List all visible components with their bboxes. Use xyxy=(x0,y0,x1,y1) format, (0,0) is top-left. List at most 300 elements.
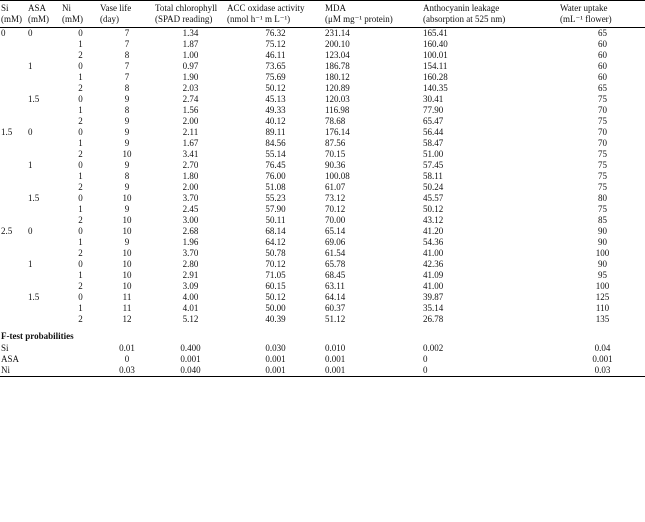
asa-cell xyxy=(27,215,61,226)
chlorophyll-cell: 1.87 xyxy=(182,39,199,49)
vase-life-cell: 9 xyxy=(124,138,130,148)
water-uptake-cell: 100 xyxy=(595,248,610,258)
header-row xyxy=(0,1,645,28)
ni-cell: 1 xyxy=(78,171,83,181)
anthocyanin-cell: 42.36 xyxy=(423,259,444,269)
chlorophyll-cell: 0.97 xyxy=(182,61,199,71)
header-label-line: (nmol h⁻¹ m L⁻¹) xyxy=(227,14,291,24)
vase-life-cell: 10 xyxy=(122,226,132,236)
anthocyanin-cell: 57.45 xyxy=(423,160,444,170)
acc-oxidase-cell: 57.90 xyxy=(265,204,286,214)
asa-cell xyxy=(27,116,61,127)
acc-oxidase-cell: 55.14 xyxy=(265,149,286,159)
si-cell xyxy=(0,72,27,83)
si-cell: 1.5 xyxy=(1,127,13,137)
si-cell xyxy=(0,259,27,270)
ni-cell: 2 xyxy=(78,182,83,192)
ftest-value: 0.001 xyxy=(226,365,324,377)
water-uptake-cell: 75 xyxy=(598,149,607,159)
header-label-line: Total chlorophyll xyxy=(155,3,218,13)
mda-cell: 70.15 xyxy=(325,149,346,159)
header-label-line: (SPAD reading) xyxy=(155,14,213,24)
acc-oxidase-cell: 76.32 xyxy=(265,28,286,38)
si-cell xyxy=(0,314,27,325)
vase-life-cell: 8 xyxy=(124,83,130,93)
ftest-value: 0.001 xyxy=(180,354,201,364)
header-label-line: (μM mg⁻¹ protein) xyxy=(325,14,393,24)
ftest-value xyxy=(61,343,99,354)
ni-cell: 2 xyxy=(78,314,83,324)
vase-life-cell: 10 xyxy=(122,215,132,225)
mda-cell: 65.78 xyxy=(325,259,346,269)
chlorophyll-cell: 2.74 xyxy=(182,94,199,104)
si-cell xyxy=(0,61,27,72)
si-cell xyxy=(0,248,27,259)
anthocyanin-cell: 58.47 xyxy=(423,138,444,148)
water-uptake-cell: 75 xyxy=(598,116,607,126)
table-row xyxy=(0,72,645,83)
mda-cell: 64.14 xyxy=(325,292,346,302)
acc-oxidase-cell: 68.14 xyxy=(265,226,286,236)
vase-life-cell: 10 xyxy=(122,248,132,258)
mda-cell: 123.04 xyxy=(325,50,350,60)
water-uptake-cell: 135 xyxy=(595,314,610,324)
ni-cell: 1 xyxy=(78,138,83,148)
chlorophyll-cell: 2.00 xyxy=(182,182,199,192)
si-cell xyxy=(0,160,27,171)
anthocyanin-cell: 35.14 xyxy=(423,303,444,313)
vase-life-cell: 8 xyxy=(124,105,130,115)
chlorophyll-cell: 1.90 xyxy=(182,72,199,82)
vase-life-cell: 11 xyxy=(122,303,132,313)
anthocyanin-cell: 54.36 xyxy=(423,237,444,247)
header-label-line: Water uptake xyxy=(560,3,608,13)
table-row xyxy=(0,292,645,303)
table-row xyxy=(0,105,645,116)
ni-cell: 0 xyxy=(78,127,83,137)
table-row xyxy=(0,270,645,281)
acc-oxidase-cell: 49.33 xyxy=(265,105,286,115)
vase-life-cell: 9 xyxy=(124,237,130,247)
header-total-chlorophyll xyxy=(154,1,226,28)
ftest-value xyxy=(61,365,99,377)
ni-cell: 0 xyxy=(78,292,83,302)
chlorophyll-cell: 5.12 xyxy=(182,314,199,324)
mda-cell: 87.56 xyxy=(325,138,346,148)
water-uptake-cell: 70 xyxy=(598,105,607,115)
acc-oxidase-cell: 55.23 xyxy=(265,193,286,203)
table-row xyxy=(0,314,645,325)
anthocyanin-cell: 154.11 xyxy=(423,61,448,71)
ftest-value: 0.04 xyxy=(594,343,611,353)
header-label-line: Anthocyanin leakage xyxy=(423,3,500,13)
water-uptake-cell: 60 xyxy=(598,50,607,60)
ftest-value: 0.001 xyxy=(324,365,422,377)
acc-oxidase-cell: 73.65 xyxy=(265,61,286,71)
anthocyanin-cell: 41.00 xyxy=(423,248,444,258)
table-row xyxy=(0,204,645,215)
mda-cell: 90.36 xyxy=(325,160,346,170)
ftest-value: 0 xyxy=(423,354,428,364)
table-body xyxy=(0,28,645,326)
anthocyanin-cell: 65.47 xyxy=(423,116,444,126)
acc-oxidase-cell: 40.12 xyxy=(265,116,286,126)
water-uptake-cell: 75 xyxy=(598,182,607,192)
vase-life-cell: 8 xyxy=(124,171,130,181)
water-uptake-cell: 65 xyxy=(598,28,607,38)
ni-cell: 2 xyxy=(78,83,83,93)
water-uptake-cell: 75 xyxy=(598,204,607,214)
table-row xyxy=(0,127,645,138)
water-uptake-cell: 95 xyxy=(598,270,607,280)
anthocyanin-cell: 41.09 xyxy=(423,270,444,280)
water-uptake-cell: 90 xyxy=(598,226,607,236)
vase-life-cell: 9 xyxy=(124,127,130,137)
table-row xyxy=(0,94,645,105)
acc-oxidase-cell: 45.13 xyxy=(265,94,286,104)
acc-oxidase-cell: 76.00 xyxy=(265,171,286,181)
si-cell xyxy=(0,270,27,281)
acc-oxidase-cell: 60.15 xyxy=(265,281,286,291)
si-cell xyxy=(0,237,27,248)
table-row xyxy=(0,50,645,61)
chlorophyll-cell: 2.00 xyxy=(182,116,199,126)
chlorophyll-cell: 2.91 xyxy=(182,270,199,280)
table-row xyxy=(0,138,645,149)
ni-cell: 0 xyxy=(78,160,83,170)
ftest-value: 0.040 xyxy=(154,365,226,377)
chlorophyll-cell: 3.70 xyxy=(182,248,199,258)
header-label-line: Vase life xyxy=(100,3,132,13)
ftest-title: F-test probabilities xyxy=(1,331,74,341)
asa-cell: 0 xyxy=(28,127,33,137)
si-cell xyxy=(0,182,27,193)
chlorophyll-cell: 2.68 xyxy=(182,226,199,236)
water-uptake-cell: 65 xyxy=(598,83,607,93)
ftest-value: 0.03 xyxy=(559,365,645,377)
ftest-title-row xyxy=(0,330,645,343)
anthocyanin-cell: 100.01 xyxy=(423,50,448,60)
header-acc-oxidase xyxy=(226,1,324,28)
si-cell xyxy=(0,215,27,226)
water-uptake-cell: 90 xyxy=(598,237,607,247)
mda-cell: 78.68 xyxy=(325,116,346,126)
chlorophyll-cell: 1.96 xyxy=(182,237,199,247)
si-cell xyxy=(0,292,27,303)
si-cell xyxy=(0,138,27,149)
chlorophyll-cell: 4.01 xyxy=(182,303,199,313)
ni-cell: 2 xyxy=(78,248,83,258)
anthocyanin-cell: 77.90 xyxy=(423,105,444,115)
ni-cell: 0 xyxy=(78,94,83,104)
vase-life-cell: 9 xyxy=(124,94,130,104)
acc-oxidase-cell: 50.78 xyxy=(265,248,286,258)
asa-cell: 1.5 xyxy=(28,193,40,203)
header-label-line: MDA xyxy=(325,3,347,13)
water-uptake-cell: 80 xyxy=(598,193,607,203)
header-label-line: ACC oxidase activity xyxy=(227,3,305,13)
ni-cell: 2 xyxy=(78,281,83,291)
vase-life-cell: 7 xyxy=(124,72,130,82)
anthocyanin-cell: 39.87 xyxy=(423,292,444,302)
vase-life-cell: 10 xyxy=(122,193,132,203)
chlorophyll-cell: 2.03 xyxy=(182,83,199,93)
ftest-value xyxy=(61,354,99,365)
asa-cell xyxy=(27,50,61,61)
mda-cell: 51.12 xyxy=(325,314,346,324)
mda-cell: 200.10 xyxy=(325,39,350,49)
mda-cell: 73.12 xyxy=(325,193,346,203)
chlorophyll-cell: 2.80 xyxy=(182,259,199,269)
vase-life-cell: 12 xyxy=(122,314,132,324)
table-row xyxy=(0,248,645,259)
vase-life-cell: 7 xyxy=(124,61,130,71)
header-label-line: (day) xyxy=(100,14,119,24)
acc-oxidase-cell: 70.12 xyxy=(265,259,286,269)
asa-cell xyxy=(27,303,61,314)
si-cell xyxy=(0,50,27,61)
header-label-line: (mM) xyxy=(1,14,22,24)
water-uptake-cell: 85 xyxy=(598,215,607,225)
table-row xyxy=(0,215,645,226)
chlorophyll-cell: 1.56 xyxy=(182,105,199,115)
table-row xyxy=(0,116,645,127)
asa-cell xyxy=(27,171,61,182)
asa-cell: 0 xyxy=(28,28,33,38)
asa-cell xyxy=(27,72,61,83)
water-uptake-cell: 75 xyxy=(598,160,607,170)
header-label-line: (mM) xyxy=(62,14,83,24)
header-mda xyxy=(324,1,422,28)
water-uptake-cell: 90 xyxy=(598,259,607,269)
ni-cell: 0 xyxy=(78,61,83,71)
header-water-uptake xyxy=(559,1,645,28)
asa-cell xyxy=(27,314,61,325)
mda-cell: 60.37 xyxy=(325,303,346,313)
si-cell xyxy=(0,94,27,105)
mda-cell: 100.08 xyxy=(325,171,350,181)
ftest-value: 0.001 xyxy=(592,354,613,364)
mda-cell: 63.11 xyxy=(325,281,345,291)
vase-life-cell: 9 xyxy=(124,204,130,214)
vase-life-cell: 7 xyxy=(124,39,130,49)
mda-cell: 69.06 xyxy=(325,237,346,247)
asa-cell xyxy=(27,138,61,149)
mda-cell: 65.14 xyxy=(325,226,346,236)
table-row xyxy=(0,259,645,270)
header-anthocyanin xyxy=(422,1,559,28)
header-label-line: (mM) xyxy=(28,14,49,24)
water-uptake-cell: 110 xyxy=(595,303,610,313)
acc-oxidase-cell: 71.05 xyxy=(265,270,286,280)
vase-life-cell: 10 xyxy=(122,270,132,280)
si-cell xyxy=(0,171,27,182)
anthocyanin-cell: 41.20 xyxy=(423,226,444,236)
si-cell xyxy=(0,149,27,160)
chlorophyll-cell: 2.70 xyxy=(182,160,199,170)
water-uptake-cell: 70 xyxy=(598,138,607,148)
asa-cell xyxy=(27,237,61,248)
si-cell: 2.5 xyxy=(1,226,13,236)
anthocyanin-cell: 50.24 xyxy=(423,182,444,192)
vase-life-cell: 11 xyxy=(122,292,132,302)
ftest-factor: ASA xyxy=(1,354,20,364)
asa-cell xyxy=(27,248,61,259)
acc-oxidase-cell: 46.11 xyxy=(265,50,286,60)
anthocyanin-cell: 160.40 xyxy=(423,39,448,49)
anthocyanin-cell: 50.12 xyxy=(423,204,444,214)
acc-oxidase-cell: 40.39 xyxy=(265,314,286,324)
vase-life-cell: 9 xyxy=(124,160,130,170)
ni-cell: 2 xyxy=(78,149,83,159)
asa-cell xyxy=(27,105,61,116)
mda-cell: 231.14 xyxy=(325,28,350,38)
asa-cell xyxy=(27,281,61,292)
table-row xyxy=(0,149,645,160)
table-row xyxy=(0,182,645,193)
anthocyanin-cell: 43.12 xyxy=(423,215,444,225)
ftest-value: 0.01 xyxy=(119,343,135,353)
mda-cell: 61.54 xyxy=(325,248,346,258)
chlorophyll-cell: 1.67 xyxy=(182,138,199,148)
header-vase-life xyxy=(99,1,154,28)
table-row xyxy=(0,237,645,248)
chlorophyll-cell: 1.34 xyxy=(182,28,199,38)
table-row xyxy=(0,171,645,182)
asa-cell: 1.5 xyxy=(28,94,40,104)
ni-cell: 1 xyxy=(78,204,83,214)
asa-cell xyxy=(27,39,61,50)
vase-life-cell: 10 xyxy=(122,281,132,291)
ftest-factor: Si xyxy=(1,343,9,353)
water-uptake-cell: 75 xyxy=(598,94,607,104)
mda-cell: 176.14 xyxy=(325,127,350,137)
ftest-value: 0.010 xyxy=(325,343,346,353)
asa-cell xyxy=(27,270,61,281)
ni-cell: 1 xyxy=(78,105,83,115)
water-uptake-cell: 70 xyxy=(598,127,607,137)
mda-cell: 61.07 xyxy=(325,182,346,192)
ftest-value: 0 xyxy=(124,354,130,364)
asa-cell: 0 xyxy=(28,226,33,236)
asa-cell xyxy=(27,149,61,160)
header-label-line: ASA xyxy=(28,3,47,13)
chlorophyll-cell: 3.00 xyxy=(182,215,199,225)
ftest-section xyxy=(0,325,645,377)
vase-life-cell: 10 xyxy=(122,259,132,269)
asa-cell: 1 xyxy=(28,160,33,170)
mda-cell: 68.45 xyxy=(325,270,346,280)
ni-cell: 2 xyxy=(78,50,83,60)
si-cell xyxy=(0,116,27,127)
acc-oxidase-cell: 51.08 xyxy=(265,182,286,192)
water-uptake-cell: 125 xyxy=(595,292,610,302)
ftest-row xyxy=(0,343,645,354)
header-label-line: (absorption at 525 nm) xyxy=(423,14,506,24)
table-row xyxy=(0,160,645,171)
table-row xyxy=(0,61,645,72)
ni-cell: 1 xyxy=(78,237,83,247)
si-cell xyxy=(0,281,27,292)
ni-cell: 1 xyxy=(78,303,83,313)
asa-cell xyxy=(27,204,61,215)
chlorophyll-cell: 3.41 xyxy=(182,149,199,159)
asa-cell: 1 xyxy=(28,259,33,269)
table-row xyxy=(0,28,645,40)
acc-oxidase-cell: 76.45 xyxy=(265,160,286,170)
ni-cell: 1 xyxy=(78,39,83,49)
table-row xyxy=(0,83,645,94)
table-row xyxy=(0,226,645,237)
ni-cell: 0 xyxy=(78,28,83,38)
anthocyanin-cell: 58.11 xyxy=(423,171,443,181)
ftest-value: 0.030 xyxy=(265,343,286,353)
si-cell xyxy=(0,83,27,94)
si-cell: 0 xyxy=(1,28,6,38)
header-label-line: Ni xyxy=(62,3,71,13)
vase-life-cell: 10 xyxy=(122,149,132,159)
si-cell xyxy=(0,39,27,50)
anthocyanin-cell: 26.78 xyxy=(423,314,444,324)
anthocyanin-cell: 45.57 xyxy=(423,193,444,203)
si-cell xyxy=(0,204,27,215)
acc-oxidase-cell: 84.56 xyxy=(265,138,286,148)
ftest-value: 0.001 xyxy=(265,354,286,364)
vase-life-cell: 9 xyxy=(124,182,130,192)
header-label-line: Si xyxy=(1,3,9,13)
ni-cell: 2 xyxy=(78,116,83,126)
header-label-line: (mL⁻¹ flower) xyxy=(560,14,612,24)
water-uptake-cell: 100 xyxy=(595,281,610,291)
mda-cell: 70.00 xyxy=(325,215,346,225)
ftest-value: 0 xyxy=(422,365,559,377)
asa-cell: 1 xyxy=(28,61,33,71)
acc-oxidase-cell: 50.12 xyxy=(265,83,286,93)
ftest-value: 0.400 xyxy=(180,343,201,353)
mda-cell: 120.03 xyxy=(325,94,350,104)
header-si xyxy=(0,1,27,28)
si-cell xyxy=(0,303,27,314)
anthocyanin-cell: 165.41 xyxy=(423,28,448,38)
chlorophyll-cell: 3.09 xyxy=(182,281,199,291)
mda-cell: 180.12 xyxy=(325,72,350,82)
table-row xyxy=(0,39,645,50)
asa-cell xyxy=(27,83,61,94)
acc-oxidase-cell: 50.11 xyxy=(265,215,286,225)
mda-cell: 70.12 xyxy=(325,204,346,214)
anthocyanin-cell: 140.35 xyxy=(423,83,448,93)
asa-cell: 1.5 xyxy=(28,292,40,302)
ftest-value: 0.002 xyxy=(423,343,444,353)
acc-oxidase-cell: 75.69 xyxy=(265,72,286,82)
ni-cell: 0 xyxy=(78,259,83,269)
chlorophyll-cell: 2.45 xyxy=(182,204,199,214)
anthocyanin-cell: 160.28 xyxy=(423,72,448,82)
water-uptake-cell: 75 xyxy=(598,171,607,181)
mda-cell: 120.89 xyxy=(325,83,350,93)
chlorophyll-cell: 3.70 xyxy=(182,193,199,203)
mda-cell: 116.98 xyxy=(325,105,350,115)
anthocyanin-cell: 56.44 xyxy=(423,127,444,137)
water-uptake-cell: 60 xyxy=(598,39,607,49)
header-asa xyxy=(27,1,61,28)
ni-cell: 2 xyxy=(78,215,83,225)
ftest-value: 0.001 xyxy=(325,354,346,364)
mda-cell: 186.78 xyxy=(325,61,350,71)
table-row xyxy=(0,303,645,314)
anthocyanin-cell: 30.41 xyxy=(423,94,444,104)
acc-oxidase-cell: 89.11 xyxy=(265,127,286,137)
